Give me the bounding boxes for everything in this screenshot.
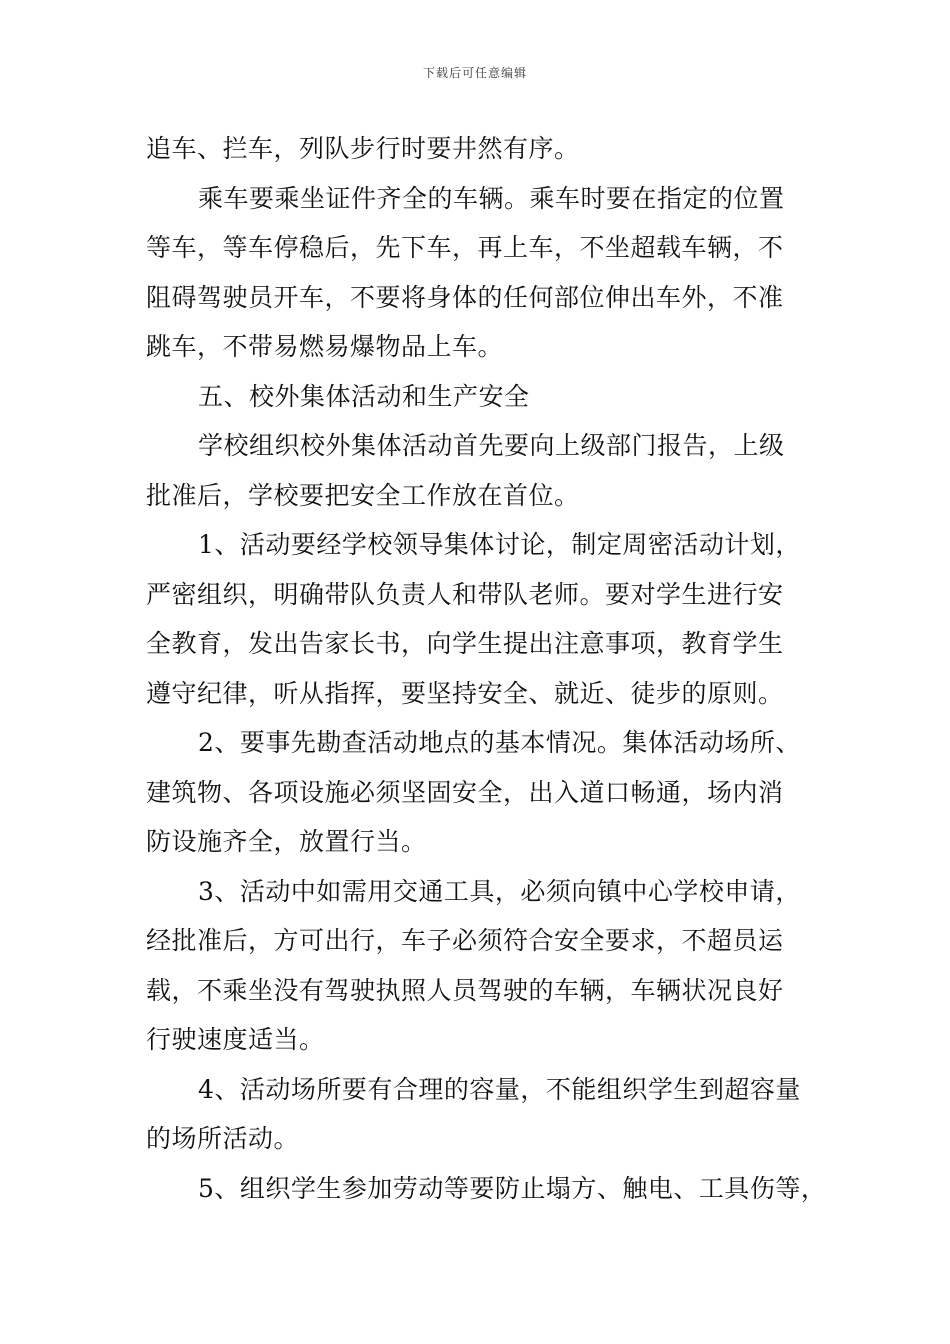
text-line: 批准后，学校要把安全工作放在首位。: [146, 480, 580, 510]
text-line: 1、活动要经学校领导集体讨论，制定周密活动计划，: [198, 530, 801, 559]
text-line: 追车、拦车，列队步行时要井然有序。: [146, 134, 580, 163]
text-line: 载，不乘坐没有驾驶执照人员驾驶的车辆，车辆状况良好: [146, 975, 784, 1005]
text-line: 3、活动中如需用交通工具，必须向镇中心学校申请，: [198, 876, 801, 906]
text-line: 4、活动场所要有合理的容量，不能组织学生到超容量: [198, 1074, 801, 1104]
text-line: 2、要事先勘查活动地点的基本情况。集体活动场所、: [198, 728, 801, 757]
text-line: 防设施齐全，放置行当。: [146, 827, 427, 856]
text-line: 经批准后，方可出行，车子必须符合安全要求，不超员运: [146, 926, 784, 955]
text-line: 全教育，发出告家长书，向学生提出注意事项，教育学生: [146, 629, 784, 658]
text-line: 建筑物、各项设施必须坚固安全，出入道口畅通，场内消: [146, 777, 784, 807]
section-heading: 五、校外集体活动和生产安全: [198, 381, 530, 411]
document-body: [146, 124, 826, 1213]
text-line: 阻碍驾驶员开车，不要将身体的任何部位伸出车外，不准: [146, 282, 784, 312]
text-line: 遵守纪律，听从指挥，要坚持安全、就近、徒步的原则。: [146, 678, 784, 708]
page-header: 下载后可任意编辑: [422, 66, 527, 80]
text-line: 的场所活动。: [146, 1124, 300, 1153]
text-line: 5、组织学生参加劳动等要防止塌方、触电、工具伤等，: [198, 1173, 827, 1203]
text-line: 乘车要乘坐证件齐全的车辆。乘车时要在指定的位置: [198, 183, 785, 213]
text-line: 等车，等车停稳后，先下车，再上车，不坐超载车辆，不: [146, 233, 784, 262]
text-line: 严密组织，明确带队负责人和带队老师。要对学生进行安: [146, 579, 784, 609]
text-line: 跳车，不带易燃易爆物品上车。: [146, 332, 504, 361]
text-line: 行驶速度适当。: [146, 1025, 325, 1054]
text-line: 学校组织校外集体活动首先要向上级部门报告，上级: [198, 431, 785, 460]
